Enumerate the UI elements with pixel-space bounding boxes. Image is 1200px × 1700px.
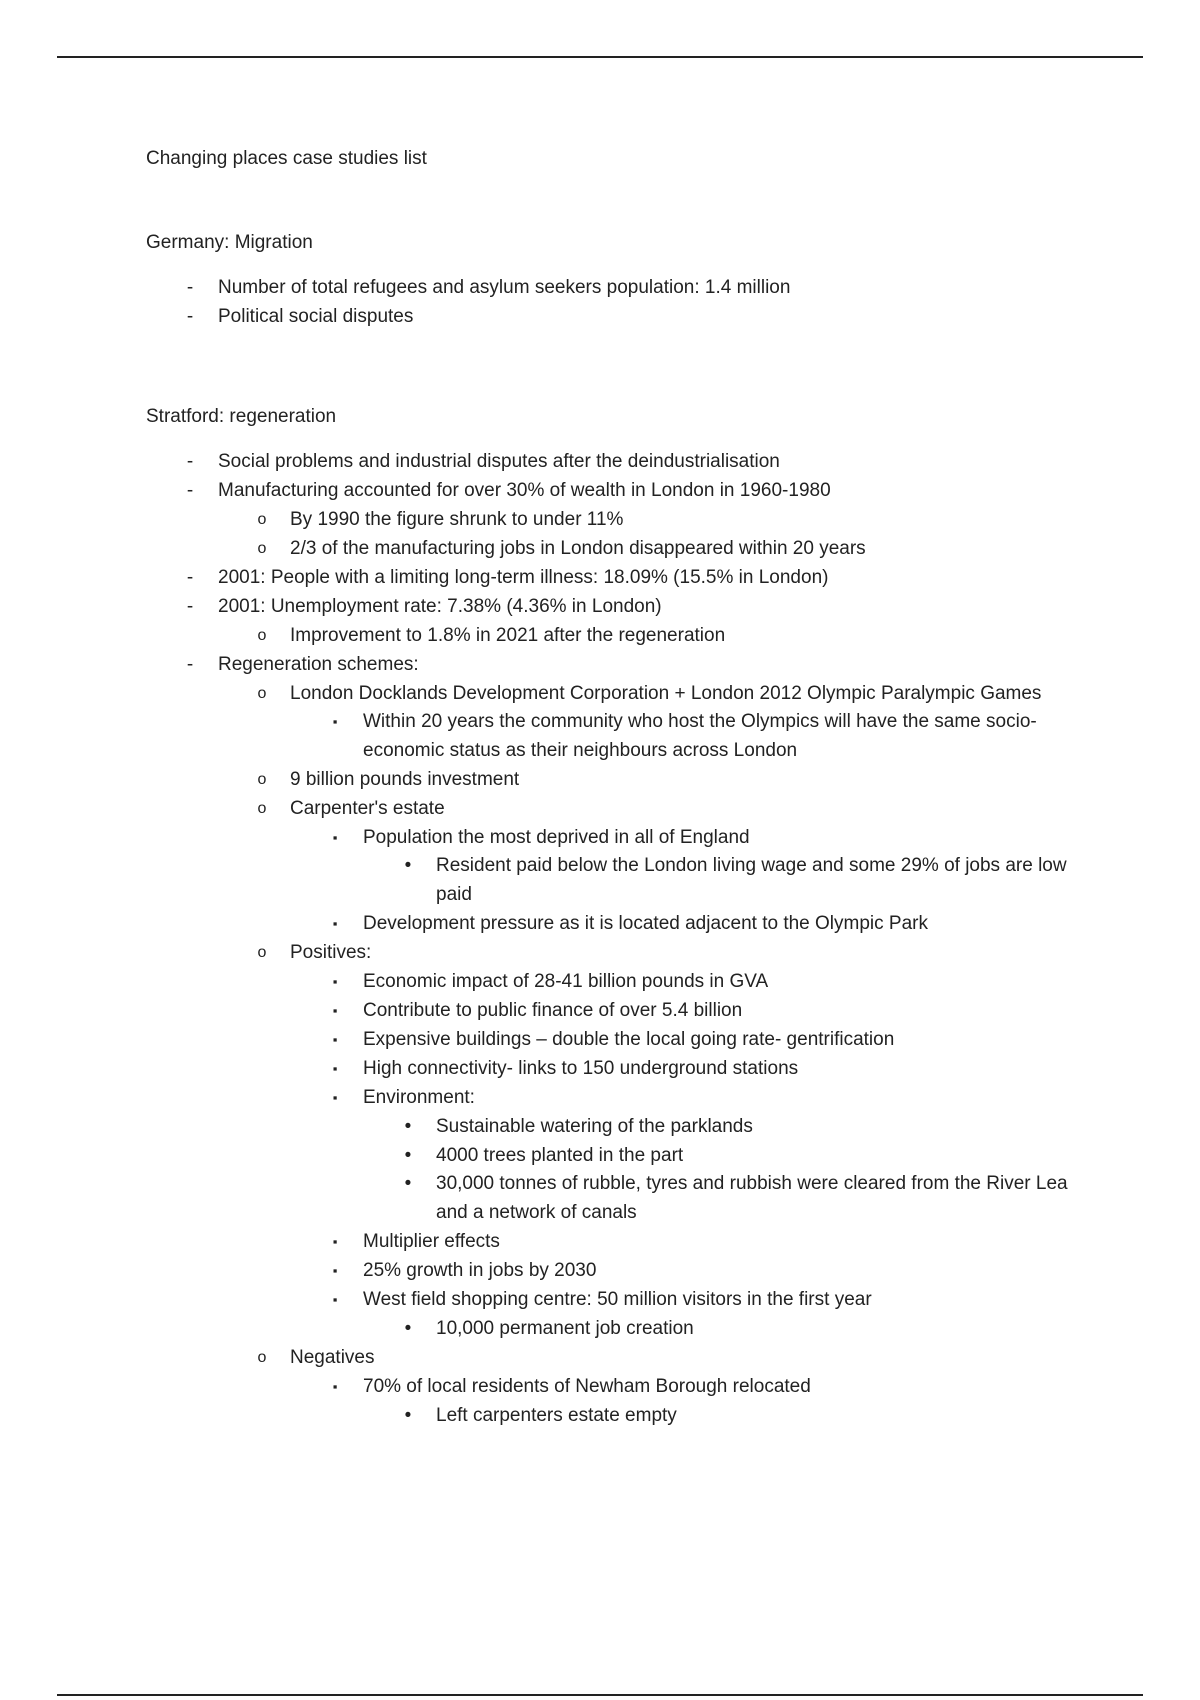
list-item: ▪ High connectivity- links to 150 underground stations (0, 1054, 1200, 1083)
list-item: o Negatives (0, 1343, 1200, 1372)
square-bullet: ▪ (332, 1003, 338, 1018)
list-item: o 2/3 of the manufacturing jobs in London disappeared within 20 years (0, 534, 1200, 563)
dot-bullet: • (404, 1173, 412, 1194)
list-item: o Carpenter's estate (0, 794, 1200, 823)
list-item: ▪ Multiplier effects (0, 1227, 1200, 1256)
dot-bullet: • (404, 855, 412, 876)
list-item: - 2001: People with a limiting long-term illness: 18.09% (15.5% in London) (0, 563, 1200, 592)
dash-bullet: - (186, 567, 194, 588)
list-item: • 4000 trees planted in the part (0, 1141, 1200, 1170)
dash-bullet: - (186, 480, 194, 501)
section-heading-stratford: Stratford: regeneration (146, 406, 337, 427)
list-item: ▪ 70% of local residents of Newham Borough relocated (0, 1372, 1200, 1401)
list-item: - Regeneration schemes: (0, 650, 1200, 679)
list-item: - Number of total refugees and asylum seekers population: 1.4 million (0, 273, 1200, 302)
circle-bullet: o (257, 944, 267, 961)
circle-bullet: o (257, 511, 267, 528)
list-item: o London Docklands Development Corporation + London 2012 Olympic Paralympic Games (0, 679, 1200, 708)
list-item: ▪ Contribute to public finance of over 5.4 billion (0, 996, 1200, 1025)
square-bullet: ▪ (332, 974, 338, 989)
list-item: • 10,000 permanent job creation (0, 1314, 1200, 1343)
dash-bullet: - (186, 451, 194, 472)
list-item: ▪ Within 20 years the community who host the Olympics will have the same socio-economic status as their neighbours across London (0, 708, 1200, 765)
square-bullet: ▪ (332, 1263, 338, 1278)
square-bullet: ▪ (332, 1061, 338, 1076)
circle-bullet: o (257, 627, 267, 644)
square-bullet: ▪ (332, 1379, 338, 1394)
square-bullet: ▪ (332, 830, 338, 845)
list-item: o By 1990 the figure shrunk to under 11% (0, 505, 1200, 534)
list-item: • Sustainable watering of the parklands (0, 1112, 1200, 1141)
list-item: - Political social disputes (0, 302, 1200, 331)
list-item: o 9 billion pounds investment (0, 765, 1200, 794)
list-item: - Manufacturing accounted for over 30% of wealth in London in 1960-1980 (0, 476, 1200, 505)
circle-bullet: o (257, 800, 267, 817)
dash-bullet: - (186, 306, 194, 327)
dot-bullet: • (404, 1116, 412, 1137)
circle-bullet: o (257, 685, 267, 702)
list-item: ▪ Economic impact of 28-41 billion pounds in GVA (0, 967, 1200, 996)
dot-bullet: • (404, 1145, 412, 1166)
square-bullet: ▪ (332, 1234, 338, 1249)
square-bullet: ▪ (332, 916, 338, 931)
germany-list (0, 273, 1200, 331)
header-rule (57, 56, 1143, 58)
square-bullet: ▪ (332, 1292, 338, 1307)
list-item: ▪ 25% growth in jobs by 2030 (0, 1256, 1200, 1285)
list-item: ▪ Development pressure as it is located adjacent to the Olympic Park (0, 909, 1200, 938)
square-bullet: ▪ (332, 1090, 338, 1105)
dash-bullet: - (186, 596, 194, 617)
list-item: o Positives: (0, 938, 1200, 967)
list-item: - 2001: Unemployment rate: 7.38% (4.36% in London) (0, 592, 1200, 621)
section-heading-germany: Germany: Migration (146, 232, 313, 253)
square-bullet: ▪ (332, 714, 338, 729)
page-title: Changing places case studies list (146, 148, 427, 169)
square-bullet: ▪ (332, 1032, 338, 1047)
list-item: o Improvement to 1.8% in 2021 after the regeneration (0, 621, 1200, 650)
list-item: ▪ Expensive buildings – double the local going rate- gentrification (0, 1025, 1200, 1054)
dot-bullet: • (404, 1318, 412, 1339)
circle-bullet: o (257, 1349, 267, 1366)
list-item: • 30,000 tonnes of rubble, tyres and rubbish were cleared from the River Lea and a network of canals (0, 1170, 1200, 1227)
dash-bullet: - (186, 654, 194, 675)
circle-bullet: o (257, 771, 267, 788)
list-item: • Left carpenters estate empty (0, 1401, 1200, 1430)
list-item: ▪ West field shopping centre: 50 million visitors in the first year (0, 1285, 1200, 1314)
list-item: • Resident paid below the London living wage and some 29% of jobs are low paid (0, 852, 1200, 909)
circle-bullet: o (257, 540, 267, 557)
stratford-list (0, 447, 1200, 1430)
dot-bullet: • (404, 1405, 412, 1426)
footer-rule (57, 1694, 1143, 1696)
list-item: ▪ Environment: (0, 1083, 1200, 1112)
list-item: ▪ Population the most deprived in all of England (0, 823, 1200, 852)
list-item: - Social problems and industrial disputes after the deindustrialisation (0, 447, 1200, 476)
dash-bullet: - (186, 277, 194, 298)
